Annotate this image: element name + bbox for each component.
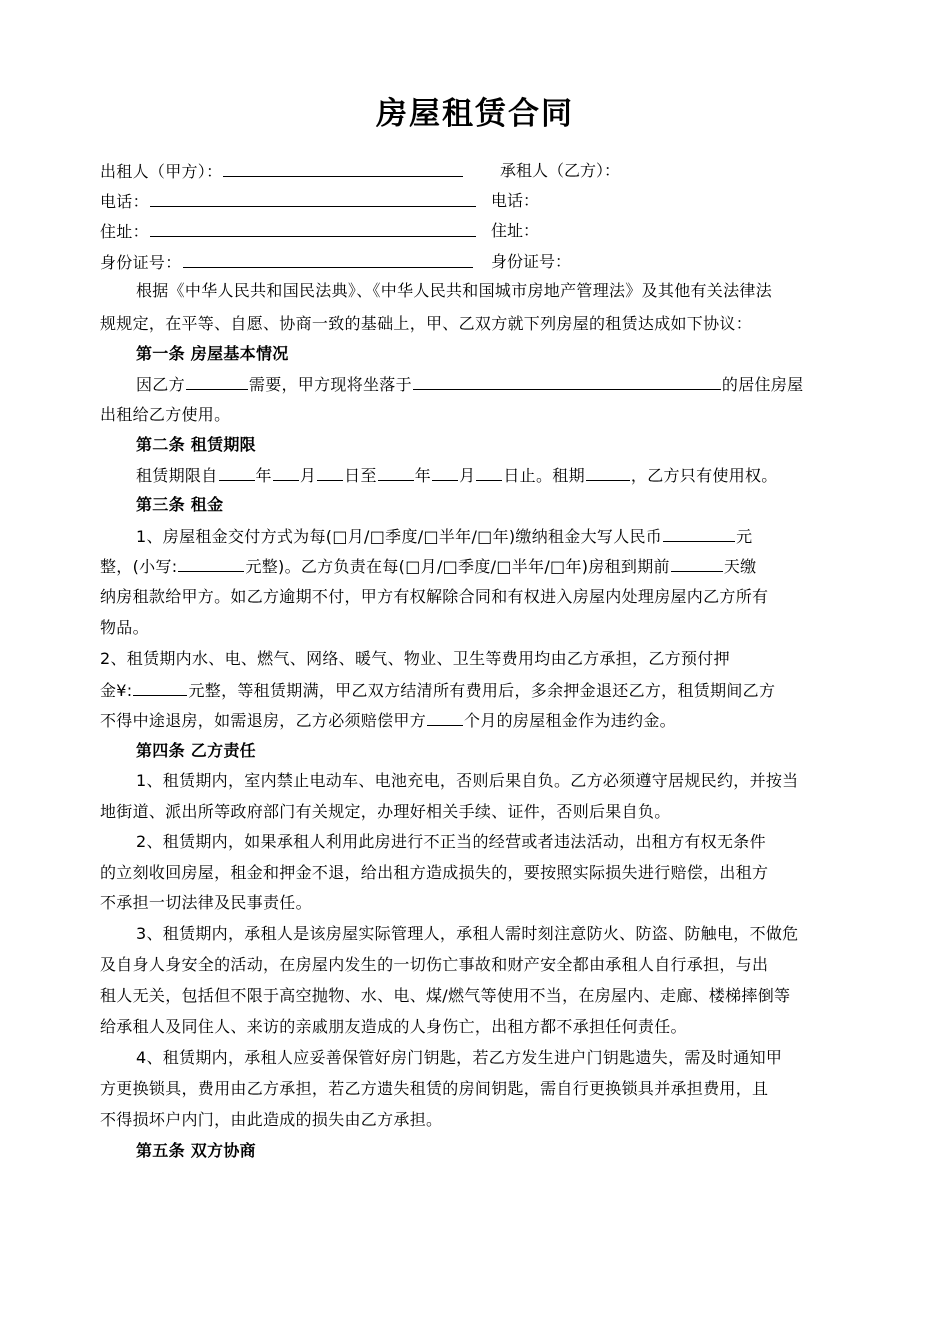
days-blank xyxy=(671,553,723,572)
text-span: 个月的房屋租金作为违约金。 xyxy=(464,711,676,730)
text-span: 日至 xyxy=(344,466,377,485)
text-span: 不得中途退房，如需退房，乙方必须赔偿甲方 xyxy=(100,711,427,730)
landlord-id-row xyxy=(100,249,870,275)
article-4-line: 及自身人身安全的活动，在房屋内发生的一切伤亡事故和财产安全都由承租人自行承担，与出 xyxy=(100,955,769,974)
text-span: 因乙方 xyxy=(136,375,185,394)
landlord-address-label: 住址： xyxy=(100,222,149,241)
text-span: 年 xyxy=(414,466,432,485)
text-span: 月 xyxy=(459,466,476,485)
text-span: 元 xyxy=(736,527,753,546)
text-span: 需要，甲方现将坐落于 xyxy=(248,375,412,394)
end-year-blank xyxy=(378,462,414,481)
text-span: 天缴 xyxy=(723,557,757,576)
article-3-line xyxy=(136,523,870,549)
article-5-heading: 第五条 双方协商 xyxy=(136,1141,256,1160)
tenant-address-label: 住址： xyxy=(491,221,540,240)
landlord-name-blank xyxy=(223,158,463,177)
landlord-address-row xyxy=(100,218,870,244)
intro-line: 规规定，在平等、自愿、协商一致的基础上，甲、乙双方就下列房屋的租赁达成如下协议： xyxy=(100,314,753,333)
landlord-phone-label: 电话： xyxy=(100,192,149,211)
intro-line: 根据《中华人民共和国民法典》、《中华人民共和国城市房地产管理法》及其他有关法律法 xyxy=(136,281,773,300)
text-span: 金¥: xyxy=(100,681,133,700)
landlord-row xyxy=(100,158,870,184)
end-month-blank xyxy=(432,462,458,481)
article-3-line xyxy=(100,553,870,579)
article-4-heading: 第四条 乙方责任 xyxy=(136,741,256,760)
article-1-line: 出租给乙方使用。 xyxy=(100,405,231,424)
start-month-blank xyxy=(273,462,299,481)
article-3-line: 物品。 xyxy=(100,618,149,637)
article-4-line: 给承租人及同住人、来访的亲戚朋友造成的人身伤亡，出租方都不承担任何责任。 xyxy=(100,1017,687,1036)
article-3-line xyxy=(100,677,870,703)
article-4-line: 2、租赁期内，如果承租人利用此房进行不正当的经营或者违法活动，出租方有权无条件 xyxy=(136,832,766,851)
article-3-heading: 第三条 租金 xyxy=(136,495,224,514)
landlord-address-blank xyxy=(150,218,476,237)
article-4-line: 方更换锁具，费用由乙方承担，若乙方遗失租赁的房间钥匙，需自行更换锁具并承担费用，且 xyxy=(100,1079,769,1098)
text-span: 整，(小写: xyxy=(100,557,178,576)
landlord-phone-row xyxy=(100,188,870,214)
article-2-heading: 第二条 租赁期限 xyxy=(136,435,256,454)
reason-blank xyxy=(186,371,248,390)
article-4-line: 租人无关，包括但不限于高空抛物、水、电、煤/燃气等使用不当，在房屋内、走廊、楼梯摔倒等 xyxy=(100,986,791,1005)
article-4-line: 的立刻收回房屋，租金和押金不退，给出租方造成损失的，要按照实际损失进行赔偿，出租方 xyxy=(100,863,769,882)
article-1-line xyxy=(136,371,870,397)
text-span: 的居住房屋 xyxy=(721,375,804,394)
article-1-heading: 第一条 房屋基本情况 xyxy=(136,344,289,363)
text-span: 租赁期限自 xyxy=(136,466,218,485)
text-span: 元整，等租赁期满，甲乙双方结清所有费用后，多余押金退还乙方，租赁期间乙方 xyxy=(188,681,776,700)
text-span: 年 xyxy=(255,466,272,485)
rent-number-blank xyxy=(178,553,244,572)
penalty-months-blank xyxy=(427,707,463,726)
document-title: 房屋租赁合同 xyxy=(376,96,574,132)
article-4-line: 地街道、派出所等政府部门有关规定，办理好相关手续、证件，否则后果自负。 xyxy=(100,802,671,821)
rent-uppercase-blank xyxy=(663,523,735,542)
text-span: ，乙方只有使用权。 xyxy=(630,466,778,485)
article-2-line xyxy=(136,462,870,488)
start-day-blank xyxy=(317,462,343,481)
location-blank xyxy=(413,371,721,390)
text-span: 元整)。乙方负责在每(□月/□季度/□半年/□年)房租到期前 xyxy=(245,557,670,576)
start-year-blank xyxy=(219,462,255,481)
article-4-line: 1、租赁期内，室内禁止电动车、电池充电，否则后果自负。乙方必须遵守居规民约，并按当 xyxy=(136,771,799,790)
landlord-id-label: 身份证号： xyxy=(100,253,182,272)
article-4-line: 3、租赁期内，承租人是该房屋实际管理人，承租人需时刻注意防火、防盗、防触电，不做危 xyxy=(136,924,799,943)
tenant-label: 承租人（乙方）： xyxy=(500,161,621,180)
landlord-phone-blank xyxy=(150,188,476,207)
deposit-blank xyxy=(133,677,187,696)
article-3-line xyxy=(100,707,870,733)
end-day-blank xyxy=(476,462,502,481)
text-span: 1、房屋租金交付方式为每(□月/□季度/□半年/□年)缴纳租金大写人民币 xyxy=(136,527,663,546)
tenant-phone-label: 电话： xyxy=(491,191,540,210)
text-span: 月 xyxy=(299,466,317,485)
article-4-line: 不承担一切法律及民事责任。 xyxy=(100,893,312,912)
landlord-label: 出租人（甲方）： xyxy=(100,162,223,181)
article-3-line: 2、租赁期内水、电、燃气、网络、暖气、物业、卫生等费用均由乙方承担，乙方预付押 xyxy=(100,649,730,668)
tenant-id-label: 身份证号： xyxy=(491,252,572,271)
article-4-line: 不得损坏户内门，由此造成的损失由乙方承担。 xyxy=(100,1110,443,1129)
term-blank xyxy=(586,462,630,481)
article-3-line: 纳房租款给甲方。如乙方逾期不付，甲方有权解除合同和有权进入房屋内处理房屋内乙方所有 xyxy=(100,587,769,606)
text-span: 日止。租期 xyxy=(503,466,585,485)
article-4-line: 4、租赁期内，承租人应妥善保管好房门钥匙，若乙方发生进户门钥匙遗失，需及时通知甲 xyxy=(136,1048,783,1067)
landlord-id-blank xyxy=(183,249,473,268)
